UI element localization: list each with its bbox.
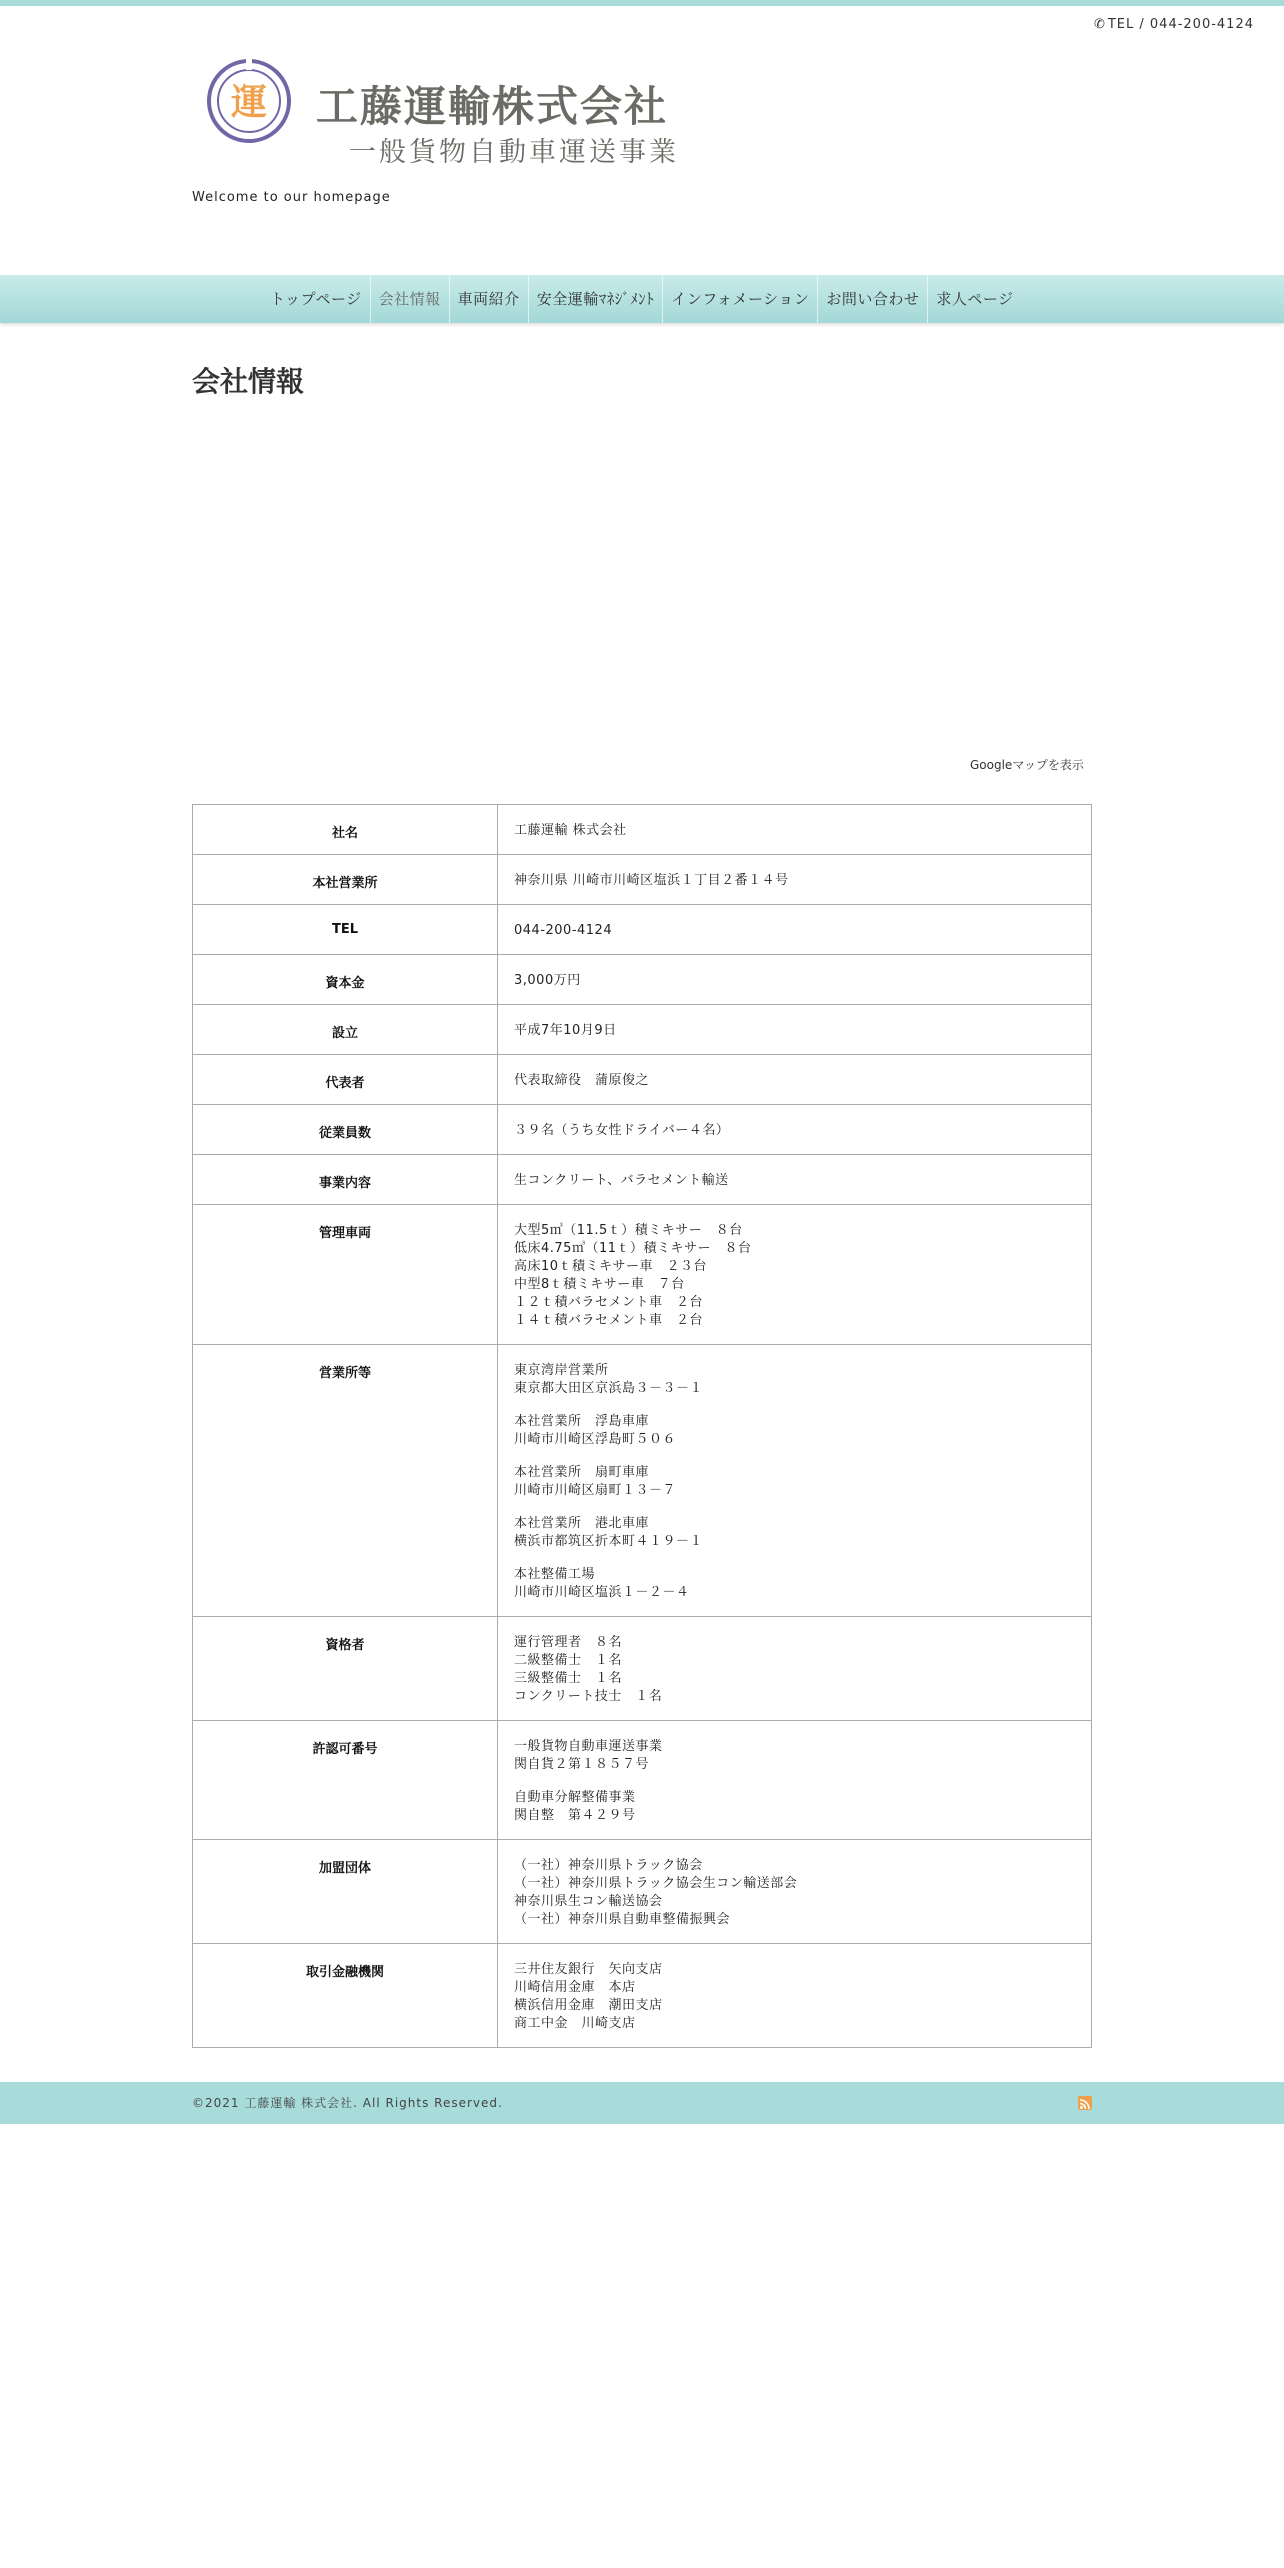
tel-text: TEL / 044-200-4124 — [1107, 17, 1254, 32]
page-title: 会社情報 — [192, 365, 305, 398]
logo-mark-icon — [206, 58, 292, 144]
table-row-value — [498, 1055, 1092, 1105]
google-map-link[interactable]: Googleマップを表示 — [970, 758, 1084, 772]
table-row-value — [498, 805, 1092, 855]
logo-company-name: 工藤運輸株式会社 — [316, 82, 669, 131]
table-row-label: 管理車両 — [193, 1205, 498, 1345]
table-value-paragraph: 神奈川県 川崎市川崎区塩浜１丁目２番１４号 — [514, 873, 789, 888]
table-value-paragraph: 自動車分解整備事業 関自整 第４２９号 — [514, 1790, 636, 1823]
table-value-paragraph: 3,000万円 — [514, 973, 581, 988]
table-row-value — [498, 1155, 1092, 1205]
top-accent-stripe — [0, 0, 1284, 6]
table-row-value — [498, 1721, 1092, 1840]
table-row-label: TEL — [193, 905, 498, 955]
company-info-table — [192, 804, 1092, 2048]
site-logo[interactable] — [206, 52, 679, 168]
table-value-paragraph: 東京湾岸営業所 東京都大田区京浜島３－３－１ — [514, 1363, 704, 1396]
table-row-label: 資本金 — [193, 955, 498, 1005]
table-row — [193, 1155, 1092, 1205]
table-row — [193, 1345, 1092, 1617]
map-embed[interactable] — [192, 420, 1092, 750]
logo-business-line: 一般貨物自動車運送事業 — [349, 137, 679, 168]
table-row-label: 本社営業所 — [193, 855, 498, 905]
global-nav — [0, 275, 1284, 323]
table-row-value — [498, 905, 1092, 955]
table-row-label: 許認可番号 — [193, 1721, 498, 1840]
table-row-label: 社名 — [193, 805, 498, 855]
table-value-paragraph: 本社営業所 扇町車庫 川崎市川崎区扇町１３－７ — [514, 1465, 677, 1498]
table-row-value — [498, 1840, 1092, 1944]
table-value-paragraph: 運行管理者 ８名 二級整備士 １名 三級整備士 １名 コンクリート技士 １名 — [514, 1635, 663, 1704]
nav-item-5[interactable]: お問い合わせ — [818, 275, 928, 323]
table-value-paragraph: 代表取締役 蒲原俊之 — [514, 1073, 650, 1088]
table-value-paragraph: 生コンクリート、バラセメント輸送 — [514, 1173, 729, 1188]
table-row — [193, 905, 1092, 955]
table-row — [193, 1944, 1092, 2048]
table-row — [193, 855, 1092, 905]
table-row-label: 加盟団体 — [193, 1840, 498, 1944]
logo-mark-char: 運 — [230, 82, 268, 123]
table-row-value — [498, 1205, 1092, 1345]
table-value-paragraph: 044-200-4124 — [514, 923, 613, 938]
header-tel[interactable] — [1094, 17, 1254, 32]
table-row-value — [498, 855, 1092, 905]
table-value-paragraph: 本社営業所 港北車庫 横浜市都筑区折本町４１９－１ — [514, 1516, 704, 1549]
table-row — [193, 1105, 1092, 1155]
table-value-paragraph: ３９名（うち女性ドライバー４名） — [514, 1123, 730, 1138]
table-value-paragraph: 本社整備工場 川崎市川崎区塩浜１－２－４ — [514, 1567, 690, 1600]
table-row-value — [498, 1617, 1092, 1721]
table-row-value — [498, 1345, 1092, 1617]
table-row-value — [498, 1105, 1092, 1155]
table-value-paragraph: （一社）神奈川県トラック協会 （一社）神奈川県トラック協会生コン輸送部会 神奈川県生コン輸送協会 （一社）神奈川県自動車整備振興会 — [514, 1858, 798, 1927]
table-row-label: 設立 — [193, 1005, 498, 1055]
table-row-label: 従業員数 — [193, 1105, 498, 1155]
rss-icon[interactable] — [1078, 2096, 1092, 2110]
table-row — [193, 1055, 1092, 1105]
table-row — [193, 805, 1092, 855]
nav-item-3[interactable]: 安全運輸ﾏﾈｼﾞﾒﾝﾄ — [529, 275, 664, 323]
table-row-label: 資格者 — [193, 1617, 498, 1721]
phone-icon: ✆ — [1093, 17, 1106, 32]
table-row — [193, 955, 1092, 1005]
table-row-label: 取引金融機関 — [193, 1944, 498, 2048]
table-row — [193, 1721, 1092, 1840]
global-nav-list — [262, 275, 1022, 323]
table-row — [193, 1005, 1092, 1055]
nav-item-1[interactable]: 会社情報 — [371, 275, 450, 323]
nav-item-2[interactable]: 車両紹介 — [450, 275, 529, 323]
table-row — [193, 1205, 1092, 1345]
copyright-text: ©2021 工藤運輸 株式会社. All Rights Reserved. — [192, 2096, 503, 2110]
table-row — [193, 1840, 1092, 1944]
table-value-paragraph: 工藤運輸 株式会社 — [514, 823, 627, 838]
welcome-text: Welcome to our homepage — [192, 190, 391, 205]
table-row-label: 事業内容 — [193, 1155, 498, 1205]
table-value-paragraph: 本社営業所 浮島車庫 川崎市川崎区浮島町５０６ — [514, 1414, 677, 1447]
table-value-paragraph: 一般貨物自動車運送事業 関自貨２第１８５７号 — [514, 1739, 663, 1772]
table-row-value — [498, 1944, 1092, 2048]
nav-item-6[interactable]: 求人ページ — [936, 290, 1014, 308]
table-row-value — [498, 1005, 1092, 1055]
table-row-label: 営業所等 — [193, 1345, 498, 1617]
table-value-paragraph: 三井住友銀行 矢向支店 川崎信用金庫 本店 横浜信用金庫 潮田支店 商工中金 川崎支店 — [514, 1962, 663, 2031]
site-footer — [0, 2082, 1284, 2124]
nav-item-4[interactable]: インフォメーション — [663, 275, 818, 323]
table-value-paragraph: 大型5㎥（11.5ｔ）積ミキサー ８台 低床4.75㎥（11ｔ）積ミキサー ８台 高床10ｔ積ミキサー車 ２３台 中型8ｔ積ミキサー車 ７台 １２ｔ積バラセメント車 ２台 １４ｔ積バラセメント車 ２台 — [514, 1223, 752, 1328]
table-row-label: 代表者 — [193, 1055, 498, 1105]
table-value-paragraph: 平成7年10月9日 — [514, 1023, 617, 1038]
table-row — [193, 1617, 1092, 1721]
table-row-value — [498, 955, 1092, 1005]
nav-item-0[interactable]: トップページ — [262, 275, 371, 323]
